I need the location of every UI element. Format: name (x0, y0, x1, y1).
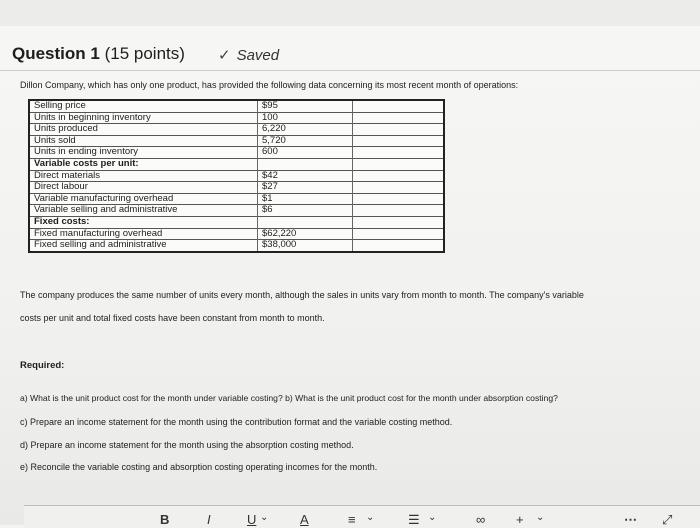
requirement-e: e) Reconcile the variable costing and absorption costing operating incomes for the month. (20, 462, 378, 472)
table-row (29, 170, 444, 182)
row-label: Fixed selling and administrative (29, 240, 258, 252)
question-title (12, 44, 185, 64)
table-row (29, 240, 444, 252)
required-label: Required: (20, 360, 65, 371)
table-row (29, 216, 444, 228)
chevron-down-icon[interactable]: ⌄ (366, 512, 375, 523)
table-row (29, 124, 444, 136)
row-value: $1 (258, 193, 353, 205)
row-label: Units in beginning inventory (29, 112, 258, 124)
table-row (29, 182, 444, 194)
underline-button[interactable]: U (247, 512, 257, 527)
row-value: 5,720 (258, 135, 353, 147)
top-bar (0, 0, 700, 26)
requirement-d: d) Prepare an income statement for the month using the absorption costing method. (20, 440, 354, 450)
row-value: 600 (258, 147, 353, 159)
row-spacer (353, 135, 445, 147)
intro-text: Dillon Company, which has only one product, has provided the following data concerning its most recent month of operations: (20, 80, 519, 90)
row-label: Direct materials (29, 170, 258, 182)
row-value: $62,220 (258, 228, 353, 240)
row-label: Direct labour (29, 182, 258, 194)
chevron-down-icon[interactable]: ⌄ (428, 512, 437, 523)
row-spacer (353, 216, 445, 228)
row-label: Selling price (29, 100, 258, 112)
row-label: Variable selling and administrative (29, 205, 258, 217)
requirement-a-b: a) What is the unit product cost for the month under variable costing? b) What is the unit product cost for the month under absorption costing? (20, 393, 558, 403)
insert-button[interactable]: + (516, 512, 524, 527)
row-spacer (353, 147, 445, 159)
check-icon: ✓ (218, 47, 231, 64)
row-label: Fixed manufacturing overhead (29, 228, 258, 240)
question-points: (15 points) (104, 44, 185, 63)
row-value: $6 (258, 205, 353, 217)
row-spacer (353, 193, 445, 205)
saved-label: Saved (236, 47, 280, 64)
row-label: Fixed costs: (29, 216, 258, 228)
table-row (29, 112, 444, 124)
chevron-down-icon[interactable]: ⌄ (536, 512, 545, 523)
row-spacer (353, 124, 445, 136)
more-options-button[interactable]: ⋯ (624, 512, 637, 527)
paragraph-2: costs per unit and total fixed costs have been constant from month to month. (20, 313, 325, 323)
list-icon[interactable]: ☰ (408, 512, 420, 527)
row-spacer (353, 170, 445, 182)
row-spacer (353, 112, 445, 124)
table-row (29, 100, 444, 112)
table-row (29, 193, 444, 205)
saved-status (218, 46, 279, 64)
table-row (29, 228, 444, 240)
row-value: 6,220 (258, 124, 353, 136)
row-value: 100 (258, 112, 353, 124)
align-icon[interactable]: ≡ (348, 512, 356, 527)
row-value: $38,000 (258, 240, 353, 252)
row-label: Units in ending inventory (29, 147, 258, 159)
font-color-button[interactable]: A (300, 512, 309, 527)
italic-button[interactable]: I (207, 512, 211, 527)
paragraph-1: The company produces the same number of units every month, although the sales in units vary from month to month. The company's variable (20, 290, 584, 300)
row-spacer (353, 158, 445, 170)
row-label: Variable costs per unit: (29, 158, 258, 170)
row-spacer (353, 240, 445, 252)
expand-icon[interactable]: ⤢ (662, 512, 673, 527)
row-label: Variable manufacturing overhead (29, 193, 258, 205)
bold-button[interactable]: B (160, 512, 170, 527)
table-row (29, 135, 444, 147)
row-value: $95 (258, 100, 353, 112)
chevron-down-icon[interactable]: ⌄ (260, 512, 269, 523)
row-value (258, 158, 353, 170)
row-value (258, 216, 353, 228)
divider (0, 70, 700, 71)
table-row (29, 205, 444, 217)
data-table (28, 99, 445, 253)
row-spacer (353, 228, 445, 240)
link-icon[interactable]: ∞ (476, 512, 486, 527)
row-label: Units produced (29, 124, 258, 136)
row-label: Units sold (29, 135, 258, 147)
row-spacer (353, 182, 445, 194)
table-row (29, 147, 444, 159)
row-value: $42 (258, 170, 353, 182)
requirement-c: c) Prepare an income statement for the month using the contribution format and the variable costing method. (20, 417, 453, 427)
row-spacer (353, 100, 445, 112)
row-spacer (353, 205, 445, 217)
question-number: Question 1 (12, 44, 100, 63)
table-row (29, 158, 444, 170)
row-value: $27 (258, 182, 353, 194)
